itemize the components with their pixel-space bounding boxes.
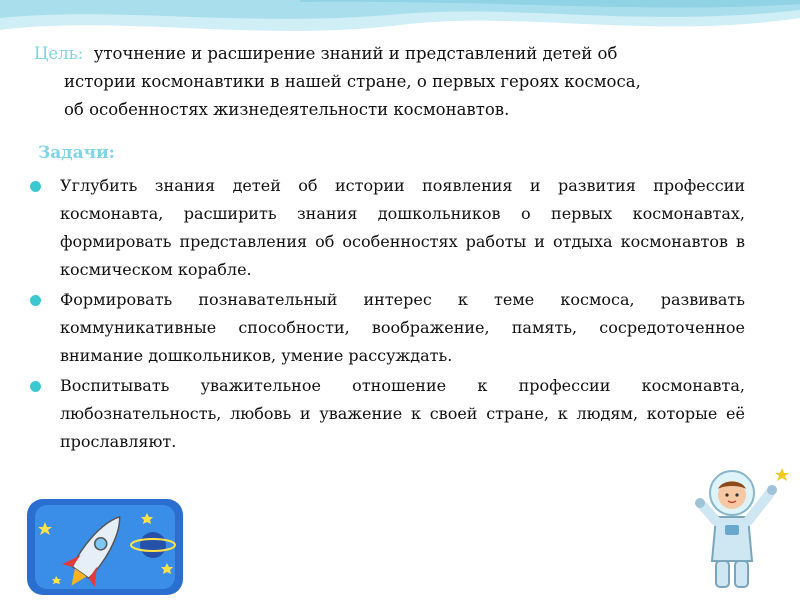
task-text: Формировать познавательный интерес к теме космоса, развивать коммуникативные способности, воображение, память, сосредоточенное внимание дошкольников, умение рассуждать. (60, 290, 745, 365)
rocket-illustration-icon (25, 497, 185, 597)
goal-line-1 (34, 40, 754, 68)
bullet-icon (30, 295, 41, 306)
goal-label: Цель: (34, 44, 84, 63)
task-text: Углубить знания детей об истории появления и развития профессии космонавта, расширить знания дошкольников о первых космонавтах, формировать представления об особенностях работы и отдыха космонавтов в космическом корабле. (60, 176, 745, 279)
goal-text-1: уточнение и расширение знаний и представлений детей об (93, 44, 618, 63)
task-item (30, 172, 745, 284)
task-item (30, 372, 745, 456)
astronaut-illustration-icon (692, 465, 792, 595)
bullet-icon (30, 181, 41, 192)
goal-section (34, 40, 754, 124)
task-text: Воспитывать уважительное отношение к профессии космонавта, любознательность, любовь и уважение к своей стране, к людям, которые её прославляют. (60, 376, 745, 451)
tasks-heading: Задачи: (38, 143, 115, 163)
goal-line-3: об особенностях жизнедеятельности космонавтов. (64, 100, 510, 119)
goal-line-2: истории космонавтики в нашей стране, о первых героях космоса, (64, 72, 641, 91)
task-list (30, 172, 745, 458)
task-item (30, 286, 745, 370)
bullet-icon (30, 381, 41, 392)
